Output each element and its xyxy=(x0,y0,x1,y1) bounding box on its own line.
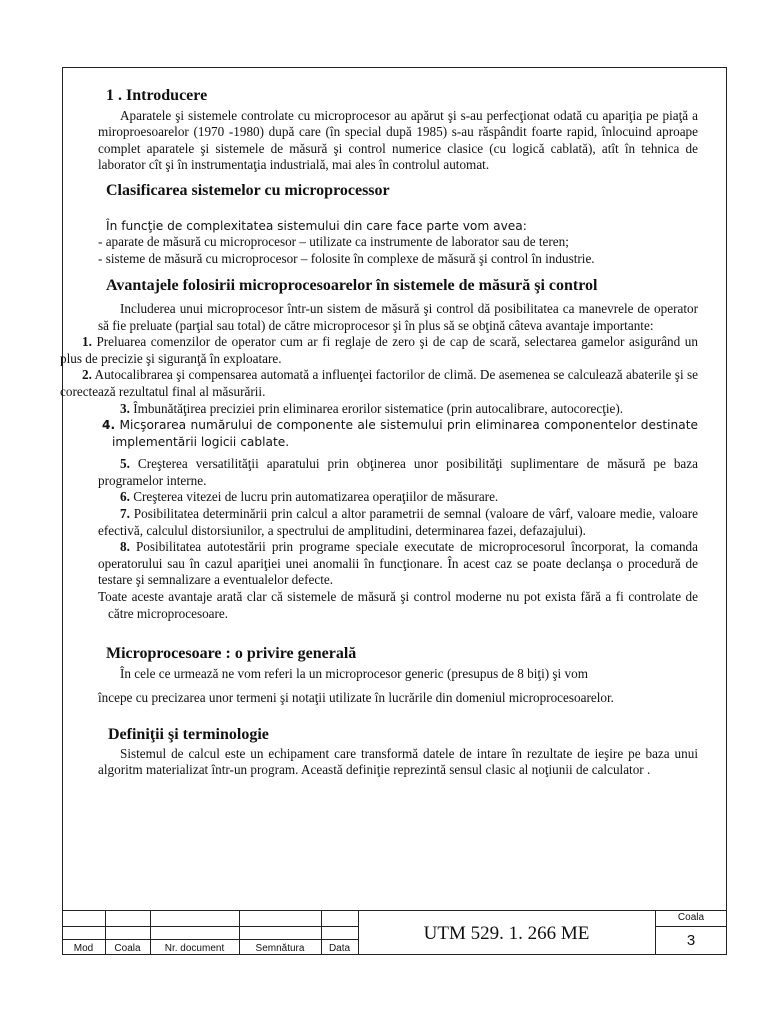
col-coala-label: Coala xyxy=(114,943,141,954)
grid-cell xyxy=(105,926,150,939)
grid-cell xyxy=(150,910,239,926)
grid-cell xyxy=(62,926,105,939)
grid-cell xyxy=(105,910,150,926)
advantage-7-text: Posibilitatea determinării prin calcul a altor parametrii de semnal (valoare de vârf, valoare medie, valoare efectivă, calculul distorsiunilor, a spectrului de amplitudini, determinarea fazei, defazajului). xyxy=(98,506,698,538)
grid-cell xyxy=(321,910,358,926)
microprocessors-paragraph-1: În cele ce urmează ne vom referi la un microprocesor generic (presupus de 8 biţi) şi vom xyxy=(120,665,588,681)
classification-item-2: - sisteme de măsură cu microprocesor – folosite în complexe de măsură şi control în industrie. xyxy=(98,250,595,266)
advantage-7 xyxy=(98,506,698,539)
advantage-2 xyxy=(60,367,698,400)
advantage-4 xyxy=(88,417,698,450)
advantage-4-number: 4. xyxy=(102,418,116,433)
advantage-6-text: Creşterea vitezei de lucru prin automatizarea operaţiilor de măsurare. xyxy=(129,489,499,505)
classification-item-1: - aparate de măsură cu microprocesor – utilizate ca instrumente de laborator sau de teren; xyxy=(98,234,569,250)
grid-cell xyxy=(321,926,358,939)
intro-paragraph: Aparatele şi sistemele controlate cu microprocesor au apărut şi s-au perfecţionat odată cu apariţia pe piaţă a miroproesoarelor (1970 -1980) după care (în special după 1985) s-au răspândit foarte rapid, înlocuind aproape complet aparatele şi sistemele de măsură şi control numerice clasice (cu logică cablată), atît în tehnica de laborator cît şi în instrumentaţia industrială, mai ales în controlul automat. xyxy=(98,107,698,173)
definitions-heading: Definiţii şi terminologie xyxy=(108,726,269,743)
advantage-8 xyxy=(98,539,698,589)
advantages-heading: Avantajele folosirii microprocesoarelor în sistemele de măsură şi control xyxy=(106,277,598,295)
classification-heading: Clasificarea sistemelor cu microprocessor xyxy=(106,181,390,199)
advantage-1-text: Preluarea comenzilor de operator cum ar fi reglaje de zero şi de cap de scară, selectarea gamelor asigurând un plus de precizie şi siguranţă în exploatare. xyxy=(60,334,698,366)
advantage-3-text: Îmbunătăţirea preciziei prin eliminarea erorilor sistematice (prin autocalibrare, autocorecţie). xyxy=(129,400,624,416)
advantage-5 xyxy=(98,456,698,489)
advantage-8-number: 8. xyxy=(120,539,130,555)
intro-heading: 1 . Introducere xyxy=(106,87,208,104)
advantage-5-number: 5. xyxy=(120,456,130,472)
definitions-paragraph: Sistemul de calcul este un echipament care transformă datele de intare în rezultate de ieşire pe baza unui algoritm materializat într-un program. Această definiţie reprezintă sensul clasic al noţiunii de calculator . xyxy=(98,745,698,778)
advantage-2-text: Autocalibrarea şi compensarea automată a influenţei factorilor de climă. De asemenea se calculează abaterile şi se corectează rezultatul final al măsurării. xyxy=(60,367,698,399)
grid-cell xyxy=(150,926,239,939)
advantage-6 xyxy=(98,489,698,506)
advantages-conclusion: Toate aceste avantaje arată clar că sistemele de măsură şi control moderne nu pot exista fără a fi controlate de către microprocesoare. xyxy=(98,589,698,621)
grid-cell xyxy=(62,910,105,926)
col-nr-document-label: Nr. document xyxy=(164,943,225,954)
microprocessors-heading: Microprocesoare : o privire generală xyxy=(106,645,357,663)
classification-intro: În funcţie de complexitatea sistemului din care face parte vom avea: xyxy=(106,218,527,233)
sheet-label: Coala xyxy=(677,912,705,923)
advantages-intro: Includerea unui microprocesor într-un sistem de măsură şi control dă posibilitatea ca manevrele de operator să fie preluate (parţial sau total) de către microprocesor şi în plus să se obţină câteva avantaje importante: xyxy=(98,300,698,333)
col-mod-label: Mod xyxy=(73,943,94,954)
advantage-8-text: Posibilitatea autotestării prin programe speciale executate de microprocesorul încorporat, la comanda operatorului sau în cazul apariţiei unei anomalii în funcţionare. În acest caz se poate declanşa o procedură de testare şi semnalizare a eventualelor defecte. xyxy=(98,539,698,588)
advantage-1-number: 1. xyxy=(82,334,92,350)
advantage-6-number: 6. xyxy=(120,489,130,505)
document-code: UTM 529. 1. 266 ME xyxy=(423,923,590,944)
col-data-label: Data xyxy=(328,943,351,954)
grid-cell xyxy=(239,926,321,939)
sheet-number: 3 xyxy=(686,932,696,949)
advantage-3 xyxy=(98,401,698,418)
grid-cell xyxy=(239,910,321,926)
title-block xyxy=(62,910,727,955)
microprocessors-paragraph-2: începe cu precizarea unor termeni şi notaţii utilizate în lucrările din domeniul microprocesoarelor. xyxy=(98,690,614,706)
advantage-4-text: Micşorarea numărului de componente ale sistemului prin eliminarea componentelor destinate implementării logicii cablate. xyxy=(112,418,698,449)
advantage-3-number: 3. xyxy=(120,400,130,416)
col-semnatura-label: Semnătura xyxy=(255,943,305,954)
advantage-5-text: Creşterea versatilităţii aparatului prin obţinerea unor posibilităţi suplimentare de măsură pe baza programelor interne. xyxy=(98,456,698,488)
advantage-1 xyxy=(60,334,698,367)
advantage-7-number: 7. xyxy=(120,506,130,522)
document-body xyxy=(60,87,698,779)
advantage-2-number: 2. xyxy=(82,367,92,383)
